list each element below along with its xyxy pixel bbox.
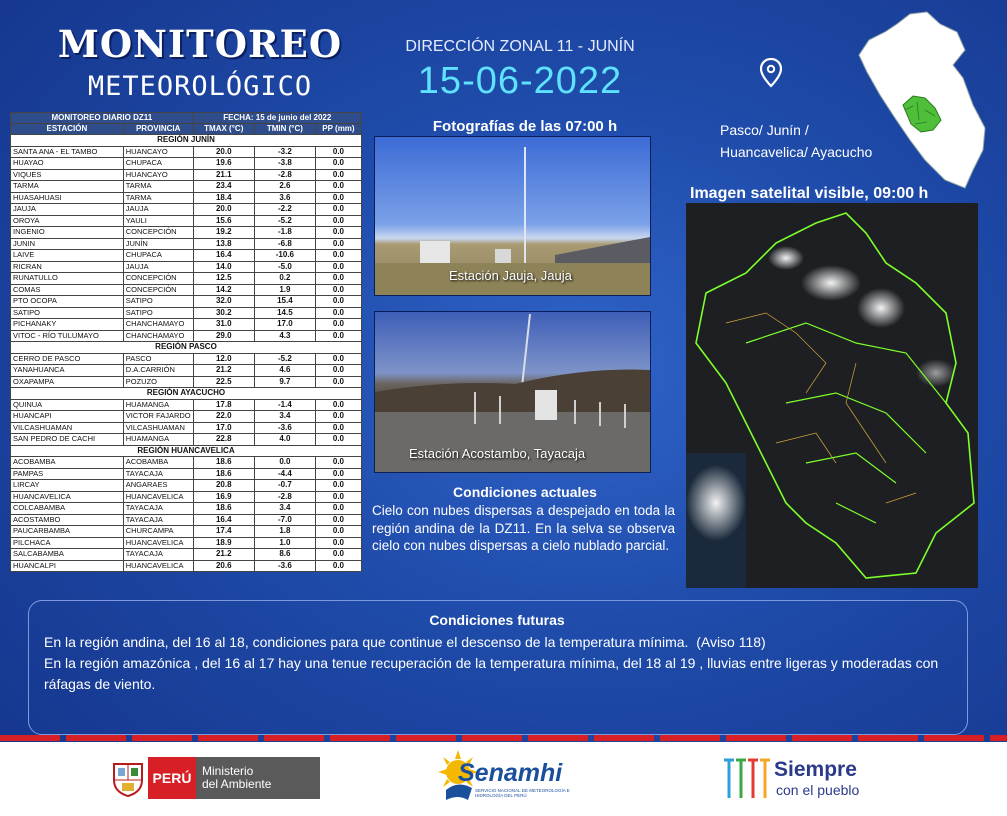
table-cell: LIRCAY <box>11 480 124 492</box>
table-cell: 0.0 <box>315 480 361 492</box>
table-cell: RICRAN <box>11 261 124 273</box>
table-cell: 14.2 <box>193 284 254 296</box>
table-cell: 2.6 <box>254 181 315 193</box>
table-row <box>11 238 362 250</box>
table-row <box>11 215 362 227</box>
table-row <box>11 503 362 515</box>
table-row <box>11 296 362 308</box>
table-cell: 0.0 <box>315 353 361 365</box>
region-header-row <box>11 388 362 400</box>
table-cell: JUNÍN <box>123 238 193 250</box>
table-cell: 23.4 <box>193 181 254 193</box>
region-label <box>720 119 900 163</box>
table-cell: -3.8 <box>254 158 315 170</box>
table-cell: -1.4 <box>254 399 315 411</box>
table-cell: 4.3 <box>254 330 315 342</box>
table-cell: 12.5 <box>193 273 254 285</box>
table-row <box>11 422 362 434</box>
location-pin-icon <box>760 58 782 88</box>
table-row <box>11 158 362 170</box>
senamhi-subtitle: SERVICIO NACIONAL DE METEOROLOGÍA E HIDROLOGÍA DEL PERÚ <box>475 788 570 798</box>
table-row <box>11 284 362 296</box>
table-cell: 20.8 <box>193 480 254 492</box>
table-cell: 0.0 <box>315 491 361 503</box>
future-line-amazonica: En la región amazónica , del 16 al 17 hay una tenue recuperación de la temperatura mínima, del 18 al 19 , lluvias entre ligeras y moderadas con ráfagas de viento. <box>44 655 939 692</box>
table-cell: JAUJA <box>11 204 124 216</box>
table-row <box>11 146 362 158</box>
ministerio-line2: del Ambiente <box>202 777 272 791</box>
table-cell: CHUPACA <box>123 250 193 262</box>
table-cell: 21.2 <box>193 365 254 377</box>
table-cell: 3.6 <box>254 192 315 204</box>
table-cell: 0.0 <box>315 514 361 526</box>
table-cell: 0.0 <box>315 250 361 262</box>
aviso-label: (Aviso 118) <box>696 634 766 650</box>
region-name: REGIÓN AYACUCHO <box>11 388 362 400</box>
table-row <box>11 411 362 423</box>
photo-acostambo <box>374 311 651 473</box>
table-row <box>11 169 362 181</box>
ministerio-ambiente <box>196 757 320 799</box>
table-cell: HUANCALPI <box>11 560 124 572</box>
table-row <box>11 353 362 365</box>
table-cell: 0.2 <box>254 273 315 285</box>
footer-divider <box>0 735 1007 741</box>
table-row <box>11 365 362 377</box>
table-row <box>11 261 362 273</box>
table-cell: 3.4 <box>254 503 315 515</box>
table-cell: CHANCHAMAYO <box>123 319 193 331</box>
table-cell: 1.8 <box>254 526 315 538</box>
col-header-provincia: PROVINCIA <box>123 124 193 135</box>
table-cell: TAYACAJA <box>123 514 193 526</box>
table-cell: TAYACAJA <box>123 503 193 515</box>
table-row <box>11 307 362 319</box>
table-cell: 12.0 <box>193 353 254 365</box>
table-cell: 0.0 <box>315 238 361 250</box>
table-cell: 29.0 <box>193 330 254 342</box>
table-row <box>11 468 362 480</box>
table-cell: SANTA ANA - EL TAMBO <box>11 146 124 158</box>
table-cell: 0.0 <box>315 434 361 446</box>
table-cell: ACOSTAMBO <box>11 514 124 526</box>
ministerio-line1: Ministerio <box>202 764 254 778</box>
table-cell: 0.0 <box>315 319 361 331</box>
table-cell: -10.6 <box>254 250 315 262</box>
table-cell: 0.0 <box>315 273 361 285</box>
fotos-title: Fotografías de las 07:00 h <box>432 118 618 135</box>
table-cell: SATIPO <box>123 307 193 319</box>
region-name: REGIÓN JUNÍN <box>11 135 362 147</box>
table-cell: 16.9 <box>193 491 254 503</box>
table-cell: VILCASHUAMAN <box>123 422 193 434</box>
table-cell: 0.0 <box>315 411 361 423</box>
table-cell: ACOBAMBA <box>123 457 193 469</box>
region-label-line2: Huancavelica/ Ayacucho <box>720 144 873 160</box>
future-line-andina <box>44 632 944 653</box>
table-cell: HUAMANGA <box>123 434 193 446</box>
table-cell: 20.6 <box>193 560 254 572</box>
table-cell: PASCO <box>123 353 193 365</box>
current-conditions-title: Condiciones actuales <box>453 484 597 500</box>
col-header-tmax: TMAX (°C) <box>193 124 254 135</box>
table-row <box>11 491 362 503</box>
peru-map-icon <box>855 10 995 195</box>
table-cell: 0.0 <box>315 365 361 377</box>
table-cell: 32.0 <box>193 296 254 308</box>
table-cell: 30.2 <box>193 307 254 319</box>
direccion-zonal: DIRECCIÓN ZONAL 11 - JUNÍN <box>405 38 635 55</box>
table-cell: HUANCAPI <box>11 411 124 423</box>
table-cell: CONCEPCIÓN <box>123 273 193 285</box>
region-header-row <box>11 445 362 457</box>
table-row <box>11 399 362 411</box>
table-cell: 17.4 <box>193 526 254 538</box>
table-cell: 15.4 <box>254 296 315 308</box>
table-cell: 0.0 <box>315 560 361 572</box>
table-cell: 15.6 <box>193 215 254 227</box>
table-cell: 0.0 <box>315 146 361 158</box>
table-cell: PAMPAS <box>11 468 124 480</box>
table-cell: 9.7 <box>254 376 315 388</box>
table-cell: LAIVE <box>11 250 124 262</box>
photo-jauja <box>374 136 651 296</box>
table-cell: 0.0 <box>254 457 315 469</box>
table-cell: INGENIO <box>11 227 124 239</box>
title-meteorologico: METEOROLÓGICO <box>87 71 313 102</box>
table-cell: 17.0 <box>193 422 254 434</box>
table-row <box>11 457 362 469</box>
table-cell: 3.4 <box>254 411 315 423</box>
table-cell: CHUPACA <box>123 158 193 170</box>
future-conditions-text <box>44 632 944 695</box>
region-name: REGIÓN PASCO <box>11 342 362 354</box>
region-header-row <box>11 135 362 147</box>
photo-caption-jauja: Estación Jauja, Jauja <box>449 268 572 283</box>
table-cell: D.A.CARRIÓN <box>123 365 193 377</box>
table-cell: 19.6 <box>193 158 254 170</box>
table-row <box>11 250 362 262</box>
senamhi-logo-text: Senamhi <box>458 759 563 787</box>
table-row <box>11 560 362 572</box>
table-cell: PILCHACA <box>11 537 124 549</box>
table-cell: 18.6 <box>193 503 254 515</box>
table-row <box>11 480 362 492</box>
table-cell: -3.6 <box>254 422 315 434</box>
table-cell: ANGARAES <box>123 480 193 492</box>
table-cell: 18.6 <box>193 457 254 469</box>
table-cell: VIQUES <box>11 169 124 181</box>
table-cell: 0.0 <box>315 399 361 411</box>
table-cell: 0.0 <box>315 549 361 561</box>
table-cell: VILCASHUAMAN <box>11 422 124 434</box>
table-cell: 0.0 <box>315 307 361 319</box>
table-cell: 0.0 <box>315 181 361 193</box>
table-cell: HUASAHUASI <box>11 192 124 204</box>
table-cell: VITOC - RÍO TULUMAYO <box>11 330 124 342</box>
peru-coat-of-arms-icon <box>110 760 146 798</box>
table-cell: 0.0 <box>315 526 361 538</box>
table-cell: -4.4 <box>254 468 315 480</box>
table-cell: CONCEPCIÓN <box>123 227 193 239</box>
table-cell: HUANCAVELICA <box>123 560 193 572</box>
table-cell: -6.8 <box>254 238 315 250</box>
table-cell: 21.1 <box>193 169 254 181</box>
table-cell: COLCABAMBA <box>11 503 124 515</box>
table-row <box>11 319 362 331</box>
table-row <box>11 181 362 193</box>
table-cell: 31.0 <box>193 319 254 331</box>
siempre-pueblo-icon <box>720 756 772 804</box>
table-cell: 22.0 <box>193 411 254 423</box>
table-cell: PICHANAKY <box>11 319 124 331</box>
table-cell: -2.8 <box>254 169 315 181</box>
table-row <box>11 526 362 538</box>
table-cell: 0.0 <box>315 227 361 239</box>
table-title: MONITOREO DIARIO DZ11 <box>11 113 194 124</box>
col-header-estacion: ESTACIÓN <box>11 124 124 135</box>
table-cell: HUAMANGA <box>123 399 193 411</box>
table-cell: 0.0 <box>315 284 361 296</box>
table-cell: -3.6 <box>254 560 315 572</box>
table-cell: 20.0 <box>193 204 254 216</box>
title-monitoreo: MONITOREO <box>57 22 343 66</box>
table-cell: SAN PEDRO DE CACHI <box>11 434 124 446</box>
table-cell: 13.8 <box>193 238 254 250</box>
station-data-table <box>10 112 362 572</box>
table-cell: TAYACAJA <box>123 468 193 480</box>
table-cell: 18.4 <box>193 192 254 204</box>
table-cell: HUANCAYO <box>123 169 193 181</box>
table-cell: SATIPO <box>11 307 124 319</box>
table-cell: 0.0 <box>315 376 361 388</box>
region-label-line1: Pasco/ Junín / <box>720 122 809 138</box>
table-cell: PTO OCOPA <box>11 296 124 308</box>
table-cell: 17.8 <box>193 399 254 411</box>
table-cell: HUANCAYO <box>123 146 193 158</box>
table-row <box>11 227 362 239</box>
col-header-pp: PP (mm) <box>315 124 361 135</box>
region-header-row <box>11 342 362 354</box>
table-row <box>11 549 362 561</box>
table-cell: ACOBAMBA <box>11 457 124 469</box>
table-cell: -3.2 <box>254 146 315 158</box>
table-cell: 0.0 <box>315 503 361 515</box>
table-cell: 1.9 <box>254 284 315 296</box>
table-cell: 17.0 <box>254 319 315 331</box>
table-row <box>11 376 362 388</box>
table-cell: PAUCARBAMBA <box>11 526 124 538</box>
table-cell: -5.2 <box>254 215 315 227</box>
table-row <box>11 273 362 285</box>
table-cell: CERRO DE PASCO <box>11 353 124 365</box>
table-cell: 14.0 <box>193 261 254 273</box>
table-cell: 19.2 <box>193 227 254 239</box>
peru-badge: PERÚ <box>148 757 196 799</box>
region-name: REGIÓN HUANCAVELICA <box>11 445 362 457</box>
table-cell: 16.4 <box>193 250 254 262</box>
table-cell: YANAHUANCA <box>11 365 124 377</box>
table-cell: 0.0 <box>315 468 361 480</box>
table-cell: 18.9 <box>193 537 254 549</box>
future-andina-text: En la región andina, del 16 al 18, condiciones para que continue el descenso de la temperatura mínima. <box>44 634 689 650</box>
table-cell: 1.0 <box>254 537 315 549</box>
table-cell: HUAYAO <box>11 158 124 170</box>
table-cell: 20.0 <box>193 146 254 158</box>
table-cell: 0.0 <box>315 537 361 549</box>
table-cell: QUINUA <box>11 399 124 411</box>
table-row <box>11 434 362 446</box>
table-cell: VICTOR FAJARDO <box>123 411 193 423</box>
table-row <box>11 192 362 204</box>
photo-caption-acostambo: Estación Acostambo, Tayacaja <box>409 446 586 461</box>
satellite-title: Imagen satelital visible, 09:00 h <box>690 185 929 202</box>
table-cell: 4.6 <box>254 365 315 377</box>
table-cell: CONCEPCIÓN <box>123 284 193 296</box>
table-cell: HUANCAVELICA <box>11 491 124 503</box>
table-cell: -5.0 <box>254 261 315 273</box>
table-cell: 22.8 <box>193 434 254 446</box>
siempre-line2: con el pueblo <box>776 782 860 798</box>
future-conditions-title: Condiciones futuras <box>429 612 565 628</box>
table-row <box>11 537 362 549</box>
table-cell: 22.5 <box>193 376 254 388</box>
table-cell: HUANCAVELICA <box>123 537 193 549</box>
table-cell: OXAPAMPA <box>11 376 124 388</box>
table-date: FECHA: 15 de junio del 2022 <box>193 113 361 124</box>
table-cell: 14.5 <box>254 307 315 319</box>
table-cell: 4.0 <box>254 434 315 446</box>
table-cell: TARMA <box>11 181 124 193</box>
table-row <box>11 204 362 216</box>
table-cell: JAUJA <box>123 204 193 216</box>
table-cell: -2.2 <box>254 204 315 216</box>
table-cell: RUNATULLO <box>11 273 124 285</box>
table-cell: 0.0 <box>315 457 361 469</box>
table-cell: -0.7 <box>254 480 315 492</box>
table-cell: 18.6 <box>193 468 254 480</box>
report-date: 15-06-2022 <box>417 60 623 102</box>
table-cell: TARMA <box>123 181 193 193</box>
table-cell: OROYA <box>11 215 124 227</box>
table-cell: YAULI <box>123 215 193 227</box>
table-cell: JUNIN <box>11 238 124 250</box>
table-cell: 0.0 <box>315 192 361 204</box>
table-cell: SALCABAMBA <box>11 549 124 561</box>
table-cell: 0.0 <box>315 261 361 273</box>
col-header-tmin: TMIN (°C) <box>254 124 315 135</box>
table-cell: TAYACAJA <box>123 549 193 561</box>
table-cell: -1.8 <box>254 227 315 239</box>
table-cell: 0.0 <box>315 215 361 227</box>
footer <box>0 742 1007 816</box>
table-cell: 0.0 <box>315 296 361 308</box>
satellite-image <box>686 203 978 588</box>
table-cell: -7.0 <box>254 514 315 526</box>
table-cell: 0.0 <box>315 422 361 434</box>
table-cell: COMAS <box>11 284 124 296</box>
table-cell: JAUJA <box>123 261 193 273</box>
table-row <box>11 514 362 526</box>
table-cell: 0.0 <box>315 204 361 216</box>
table-cell: -2.8 <box>254 491 315 503</box>
table-cell: 8.6 <box>254 549 315 561</box>
table-cell: TARMA <box>123 192 193 204</box>
table-cell: HUANCAVELICA <box>123 491 193 503</box>
table-cell: -5.2 <box>254 353 315 365</box>
table-header-row <box>11 124 362 135</box>
table-row <box>11 330 362 342</box>
table-cell: 21.2 <box>193 549 254 561</box>
siempre-line1: Siempre <box>774 758 857 781</box>
table-cell: 0.0 <box>315 330 361 342</box>
table-cell: 0.0 <box>315 158 361 170</box>
current-conditions-text: Cielo con nubes dispersas a despejado en toda la región andina de la DZ11. En la selva se observa cielo con nubes dispersas a cielo nublado parcial. <box>372 503 675 553</box>
table-cell: 16.4 <box>193 514 254 526</box>
table-cell: POZUZO <box>123 376 193 388</box>
table-cell: CHANCHAMAYO <box>123 330 193 342</box>
table-cell: CHURCAMPA <box>123 526 193 538</box>
table-cell: 0.0 <box>315 169 361 181</box>
table-cell: SATIPO <box>123 296 193 308</box>
